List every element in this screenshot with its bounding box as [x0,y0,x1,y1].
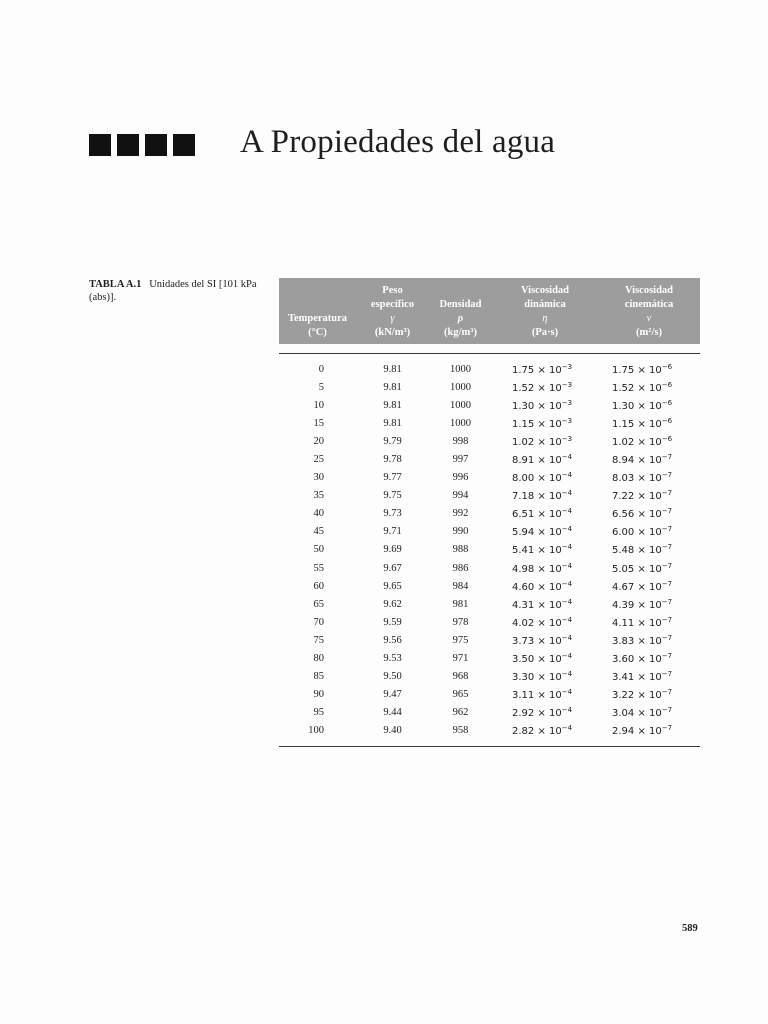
cell-density: 981 [452,598,469,610]
cell-dynamic-viscosity: $3.11 \times 10^{-4}$ [512,688,573,702]
cell-density: 984 [452,580,469,592]
cell-temperature: 70 [313,616,324,628]
cell-density: 998 [452,435,469,447]
cell-density: 992 [452,508,469,520]
cell-kinematic-viscosity: $1.75 \times 10^{-6}$ [612,362,673,376]
cell-dynamic-viscosity: $1.02 \times 10^{-3}$ [512,434,573,448]
header-dynamic-viscosity: Viscosidad dinámica η (Pa·s) [492,278,598,344]
cell-temperature: 35 [313,490,324,502]
cell-kinematic-viscosity: $6.00 \times 10^{-7}$ [612,525,673,539]
marker-square [89,134,111,156]
cell-temperature: 30 [313,472,324,484]
table-row [279,487,700,505]
cell-density: 1000 [450,363,471,375]
cell-dynamic-viscosity: $7.18 \times 10^{-4}$ [512,489,573,503]
cell-specific-weight: 9.81 [383,363,402,375]
cell-dynamic-viscosity: $4.60 \times 10^{-4}$ [512,579,573,593]
cell-density: 986 [452,562,469,574]
table-row [279,396,700,414]
chapter-marker [89,134,195,156]
table-row [279,595,700,613]
cell-kinematic-viscosity: $2.94 \times 10^{-7}$ [612,724,673,738]
cell-density: 996 [452,472,469,484]
cell-dynamic-viscosity: $1.52 \times 10^{-3}$ [512,380,573,394]
table-row [279,450,700,468]
cell-temperature: 75 [313,634,324,646]
table-row [279,704,700,722]
table-row [279,668,700,686]
cell-density: 990 [452,526,469,538]
cell-specific-weight: 9.62 [383,598,402,610]
cell-temperature: 80 [313,653,324,665]
cell-density: 958 [452,725,469,737]
cell-dynamic-viscosity: $2.92 \times 10^{-4}$ [512,706,573,720]
cell-specific-weight: 9.81 [383,381,402,393]
cell-density: 1000 [450,381,471,393]
cell-density: 975 [452,634,469,646]
caption-label: TABLA A.1 [89,279,142,290]
cell-temperature: 90 [313,689,324,701]
cell-temperature: 50 [313,544,324,556]
cell-dynamic-viscosity: $6.51 \times 10^{-4}$ [512,507,573,521]
cell-kinematic-viscosity: $3.60 \times 10^{-7}$ [612,652,673,666]
table-caption [89,278,259,304]
cell-dynamic-viscosity: $3.30 \times 10^{-4}$ [512,670,573,684]
header-density: Densidad ρ (kg/m³) [429,278,492,344]
cell-kinematic-viscosity: $1.02 \times 10^{-6}$ [612,434,673,448]
cell-specific-weight: 9.77 [383,472,402,484]
cell-specific-weight: 9.73 [383,508,402,520]
chapter-title [240,124,555,161]
water-properties-table [279,278,700,747]
cell-dynamic-viscosity: $4.98 \times 10^{-4}$ [512,561,573,575]
cell-temperature: 45 [313,526,324,538]
cell-kinematic-viscosity: $1.30 \times 10^{-6}$ [612,398,673,412]
table-body [279,354,700,740]
cell-kinematic-viscosity: $4.67 \times 10^{-7}$ [612,579,673,593]
table-row [279,354,700,378]
table-row [279,523,700,541]
cell-temperature: 65 [313,598,324,610]
cell-kinematic-viscosity: $6.56 \times 10^{-7}$ [612,507,673,521]
cell-specific-weight: 9.75 [383,490,402,502]
header-row [279,278,700,344]
cell-density: 962 [452,707,469,719]
cell-dynamic-viscosity: $2.82 \times 10^{-4}$ [512,724,573,738]
cell-dynamic-viscosity: $1.75 \times 10^{-3}$ [512,362,573,376]
cell-dynamic-viscosity: $8.91 \times 10^{-4}$ [512,453,573,467]
cell-temperature: 85 [313,671,324,683]
cell-kinematic-viscosity: $1.52 \times 10^{-6}$ [612,380,673,394]
cell-density: 965 [452,689,469,701]
table-row [279,541,700,559]
cell-specific-weight: 9.67 [383,562,402,574]
marker-square [145,134,167,156]
cell-density: 988 [452,544,469,556]
cell-density: 1000 [450,417,471,429]
table-row [279,650,700,668]
table-row [279,414,700,432]
cell-kinematic-viscosity: $3.22 \times 10^{-7}$ [612,688,673,702]
cell-dynamic-viscosity: $3.73 \times 10^{-4}$ [512,633,573,647]
table-row [279,631,700,649]
cell-dynamic-viscosity: $5.41 \times 10^{-4}$ [512,543,573,557]
cell-kinematic-viscosity: $7.22 \times 10^{-7}$ [612,489,673,503]
cell-density: 968 [452,671,469,683]
cell-density: 971 [452,653,469,665]
cell-temperature: 0 [318,363,324,375]
cell-kinematic-viscosity: $8.94 \times 10^{-7}$ [612,453,673,467]
header-kinematic-viscosity: Viscosidad cinemática ν (m²/s) [598,278,700,344]
cell-specific-weight: 9.53 [383,653,402,665]
marker-square [173,134,195,156]
caption-text: Unidades del SI [101 kPa (abs)]. [89,279,257,303]
cell-temperature: 15 [313,417,324,429]
cell-temperature: 5 [318,381,324,393]
table-row [279,469,700,487]
cell-specific-weight: 9.59 [383,616,402,628]
cell-density: 978 [452,616,469,628]
cell-dynamic-viscosity: $4.31 \times 10^{-4}$ [512,597,573,611]
cell-temperature: 100 [308,725,324,737]
cell-specific-weight: 9.65 [383,580,402,592]
cell-dynamic-viscosity: $4.02 \times 10^{-4}$ [512,615,573,629]
cell-specific-weight: 9.81 [383,399,402,411]
cell-density: 1000 [450,399,471,411]
cell-density: 994 [452,490,469,502]
table-row [279,686,700,704]
cell-kinematic-viscosity: $5.05 \times 10^{-7}$ [612,561,673,575]
table-row [279,613,700,631]
cell-kinematic-viscosity: $5.48 \times 10^{-7}$ [612,543,673,557]
cell-specific-weight: 9.56 [383,634,402,646]
table-row [279,559,700,577]
table-row [279,505,700,523]
table-row [279,577,700,595]
page-number: 589 [682,923,698,934]
cell-specific-weight: 9.40 [383,725,402,737]
cell-kinematic-viscosity: $1.15 \times 10^{-6}$ [612,416,673,430]
marker-square [117,134,139,156]
cell-specific-weight: 9.50 [383,671,402,683]
cell-kinematic-viscosity: $3.41 \times 10^{-7}$ [612,670,673,684]
cell-kinematic-viscosity: $3.83 \times 10^{-7}$ [612,633,673,647]
cell-specific-weight: 9.81 [383,417,402,429]
table-row [279,722,700,740]
chapter-name: Propiedades del agua [270,124,556,160]
table-row [279,378,700,396]
cell-specific-weight: 9.47 [383,689,402,701]
cell-temperature: 95 [313,707,324,719]
cell-specific-weight: 9.44 [383,707,402,719]
cell-temperature: 25 [313,454,324,466]
cell-temperature: 20 [313,435,324,447]
cell-dynamic-viscosity: $5.94 \times 10^{-4}$ [512,525,573,539]
cell-specific-weight: 9.69 [383,544,402,556]
cell-specific-weight: 9.78 [383,454,402,466]
header-specific-weight: Peso específico γ (kN/m³) [356,278,429,344]
cell-temperature: 10 [313,399,324,411]
cell-temperature: 60 [313,580,324,592]
cell-temperature: 40 [313,508,324,520]
header-temperature: Temperatura (°C) [279,278,356,344]
chapter-letter: A [240,124,263,160]
cell-temperature: 55 [313,562,324,574]
cell-density: 997 [452,454,469,466]
cell-kinematic-viscosity: $4.39 \times 10^{-7}$ [612,597,673,611]
cell-dynamic-viscosity: $3.50 \times 10^{-4}$ [512,652,573,666]
cell-kinematic-viscosity: $8.03 \times 10^{-7}$ [612,471,673,485]
cell-kinematic-viscosity: $3.04 \times 10^{-7}$ [612,706,673,720]
cell-specific-weight: 9.79 [383,435,402,447]
cell-specific-weight: 9.71 [383,526,402,538]
cell-dynamic-viscosity: $1.30 \times 10^{-3}$ [512,398,573,412]
cell-dynamic-viscosity: $8.00 \times 10^{-4}$ [512,471,573,485]
cell-dynamic-viscosity: $1.15 \times 10^{-3}$ [512,416,573,430]
cell-kinematic-viscosity: $4.11 \times 10^{-7}$ [612,615,673,629]
table-row [279,432,700,450]
